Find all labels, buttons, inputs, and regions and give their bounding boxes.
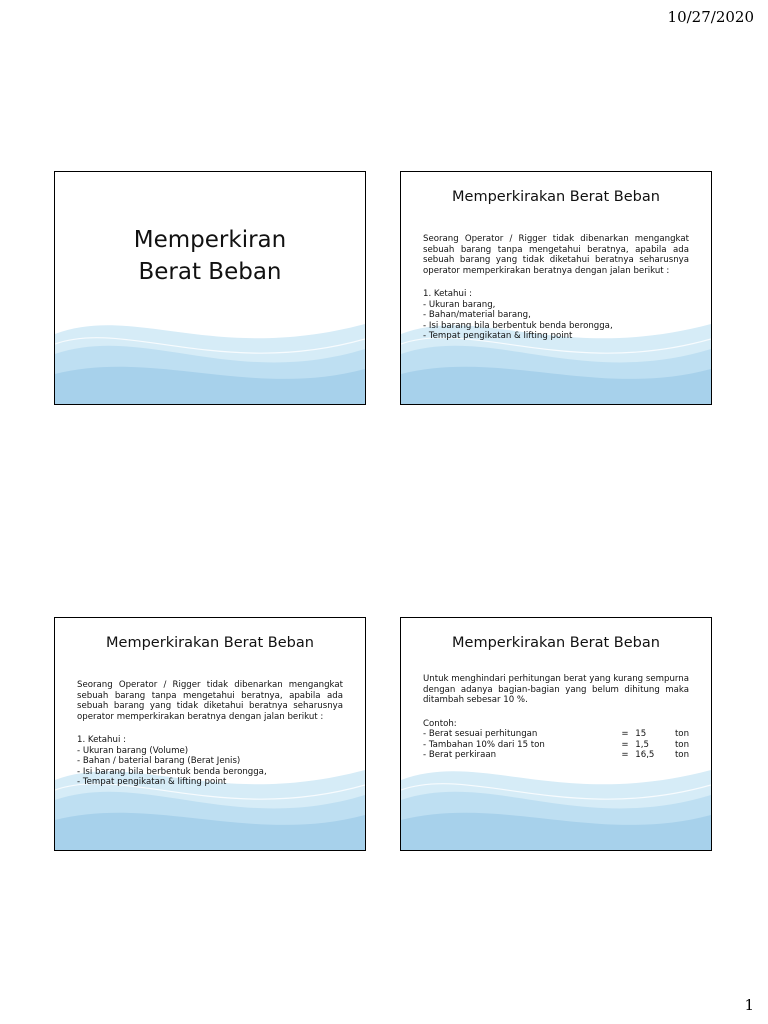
slide-2-list-title: 1. Ketahui : (423, 289, 472, 299)
page-date: 10/27/2020 (667, 8, 754, 26)
slide-1 (54, 171, 366, 405)
slide-4-title: Memperkirakan Berat Beban (452, 635, 660, 651)
list-item: - Bahan / baterial barang (Berat Jenis) (77, 756, 241, 766)
calc-unit: ton (674, 750, 690, 760)
calc-value: 16,5 (635, 750, 655, 760)
slide-1-title-line2: Berat Beban (138, 259, 282, 285)
slide-2-paragraph: Seorang Operator / Rigger tidak dibenarkan mengangkat sebuah barang tanpa mengetahui beratnya, apabila ada sebuah barang yang tidak diketahui beratnya seharusnya operator memperkirakan beratnya dengan jalan berikut : (423, 234, 689, 276)
calc-value: 15 (635, 729, 647, 739)
slide-3-list-title: 1. Ketahui : (77, 735, 126, 745)
calc-value: 1,5 (635, 739, 649, 750)
slide-2-title: Memperkirakan Berat Beban (452, 189, 660, 205)
calc-label: - Berat perkiraan (423, 750, 497, 760)
slide-3 (54, 617, 366, 851)
calc-unit: ton (674, 739, 690, 750)
list-item: - Tempat pengikatan & lifting point (423, 331, 573, 341)
calc-row (423, 740, 689, 751)
list-item: - Isi barang bila berbentuk benda berongga, (423, 320, 613, 331)
list-item: - Ukuran barang (Volume) (77, 745, 189, 756)
calc-equals: = (621, 750, 629, 760)
list-item: - Ukuran barang, (423, 299, 496, 310)
calc-label: - Berat sesuai perhitungan (423, 729, 538, 739)
slide-2 (400, 171, 712, 405)
list-item: - Tempat pengikatan & lifting point (77, 777, 227, 787)
slide-4-paragraph: Untuk menghindari perhitungan berat yang kurang sempurna dengan adanya bagian-bagian yang belum dihitung maka ditambah sebesar 10 %. (423, 674, 689, 705)
slide-4 (400, 617, 712, 851)
slide-1-title-line1: Memperkiran (133, 227, 287, 253)
calc-equals: = (621, 739, 629, 750)
page-number: 1 (744, 996, 754, 1014)
slide-4-example-title: Contoh: (423, 718, 457, 729)
slide-3-title: Memperkirakan Berat Beban (106, 635, 314, 651)
list-item: - Isi barang bila berbentuk benda berongga, (77, 766, 267, 777)
calc-label: - Tambahan 10% dari 15 ton (423, 739, 545, 750)
calc-row (423, 750, 689, 761)
calc-equals: = (621, 729, 629, 739)
slide-3-paragraph: Seorang Operator / Rigger tidak dibenarkan mengangkat sebuah barang tanpa mengetahui beratnya, apabila ada sebuah barang yang tidak diketahui beratnya seharusnya operator memperkirakan beratnya dengan jalan berikut : (77, 680, 343, 722)
calc-unit: ton (674, 729, 690, 739)
list-item: - Bahan/material barang, (423, 310, 531, 320)
calc-row (423, 729, 689, 740)
